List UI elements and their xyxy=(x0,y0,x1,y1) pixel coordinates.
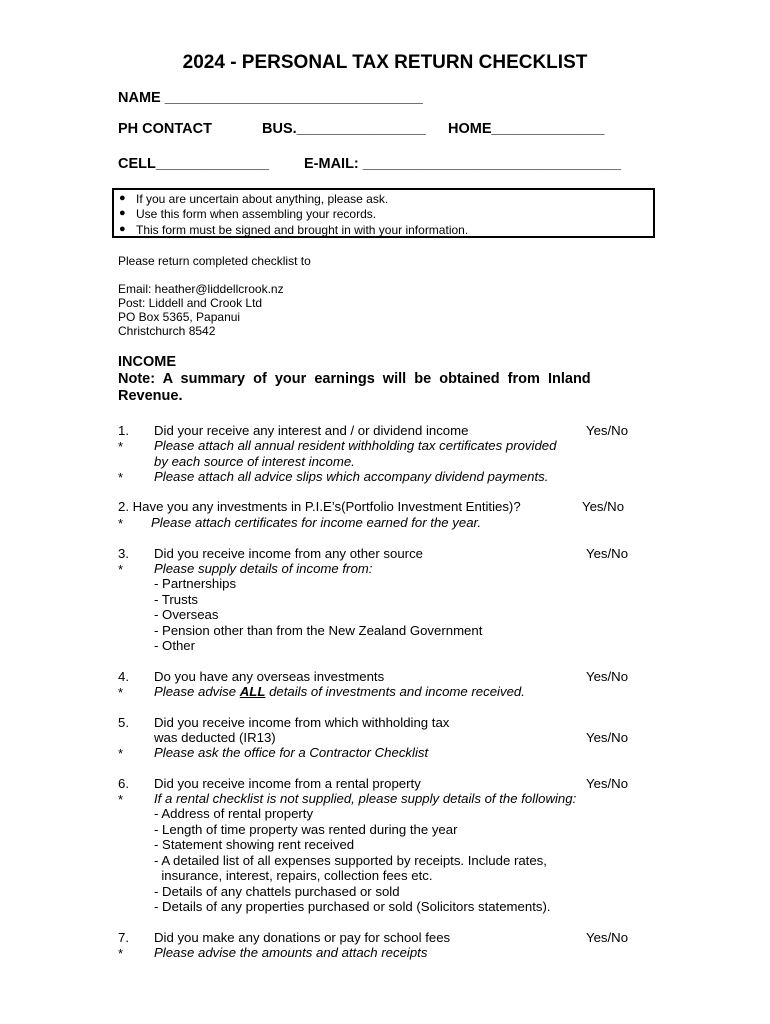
q5-number: 5. xyxy=(118,715,129,730)
q7-question: Did you make any donations or pay for school fees xyxy=(154,930,451,945)
ph-contact-label: PH CONTACT xyxy=(118,121,212,137)
income-note-cont: Revenue. xyxy=(118,388,183,404)
income-heading: INCOME xyxy=(118,354,176,370)
q2-question: 2. Have you any investments in P.I.E’s(Portfolio Investment Entities)? xyxy=(118,499,521,514)
q6-question: Did you receive income from a rental property xyxy=(154,776,421,791)
q1-yes-no[interactable]: Yes/No xyxy=(586,423,629,438)
bullet-icon: ● xyxy=(119,207,126,219)
contact-city: Christchurch 8542 xyxy=(118,324,216,338)
contact-post: Post: Liddell and Crook Ltd xyxy=(118,296,263,310)
return-intro: Please return completed checklist to xyxy=(118,254,311,268)
asterisk: * xyxy=(118,562,124,577)
q7-yes-no[interactable]: Yes/No xyxy=(586,930,629,945)
q7-number: 7. xyxy=(118,930,129,945)
page-title: 2024 - PERSONAL TAX RETURN CHECKLIST xyxy=(182,52,588,73)
income-note: Note: A summary of your earnings will be obtained from Inland xyxy=(118,371,591,387)
q3-yes-no[interactable]: Yes/No xyxy=(586,546,629,561)
asterisk: * xyxy=(118,439,124,454)
q5-question-cont: was deducted (IR13) xyxy=(154,730,276,745)
q6-instruction: If a rental checklist is not supplied, please supply details of the following: xyxy=(154,791,577,806)
q1-question: Did your receive any interest and / or dividend income xyxy=(154,423,469,438)
asterisk: * xyxy=(118,746,124,761)
list-item: - Details of any properties purchased or sold (Solicitors statements). xyxy=(154,899,551,914)
q4-yes-no[interactable]: Yes/No xyxy=(586,669,629,684)
asterisk: * xyxy=(118,516,124,531)
q6-yes-no[interactable]: Yes/No xyxy=(586,776,629,791)
contact-email: Email: heather@liddellcrook.nz xyxy=(118,282,284,296)
instructions-box: ● If you are uncertain about anything, please ask. ● Use this form when assembling your records. ● This form must be signed and brought in with your information. xyxy=(112,188,655,238)
q3-number: 3. xyxy=(118,546,129,561)
asterisk: * xyxy=(118,685,124,700)
name-field[interactable]: NAME ________________________________ xyxy=(118,90,423,106)
q1-instruction-2: Please attach all advice slips which accompany dividend payments. xyxy=(154,469,549,484)
q1-number: 1. xyxy=(118,423,129,438)
email-field[interactable]: E-MAIL: ________________________________ xyxy=(304,156,621,172)
list-item: - Trusts xyxy=(154,592,198,607)
q4-question: Do you have any overseas investments xyxy=(154,669,385,684)
bus-phone-field[interactable]: BUS.________________ xyxy=(262,121,426,137)
asterisk: * xyxy=(118,792,124,807)
q3-instruction: Please supply details of income from: xyxy=(154,561,373,576)
q7-instruction: Please advise the amounts and attach receipts xyxy=(154,945,428,960)
bullet-icon: ● xyxy=(119,192,126,204)
q4-number: 4. xyxy=(118,669,129,684)
q1-instruction: Please attach all annual resident withholding tax certificates provided xyxy=(154,438,557,453)
q3-question: Did you receive income from any other source xyxy=(154,546,423,561)
list-item: - A detailed list of all expenses supported by receipts. Include rates, xyxy=(154,853,547,868)
cell-phone-field[interactable]: CELL______________ xyxy=(118,156,269,172)
bullet-icon: ● xyxy=(119,223,126,235)
contact-po-box: PO Box 5365, Papanui xyxy=(118,310,241,324)
q4-instruction: Please advise ALL details of investments and income received. xyxy=(154,684,525,699)
list-item: - Overseas xyxy=(154,607,219,622)
q1-instruction-cont: by each source of interest income. xyxy=(154,454,355,469)
q5-yes-no[interactable]: Yes/No xyxy=(586,730,629,745)
list-item: - Address of rental property xyxy=(154,806,314,821)
q2-instruction: Please attach certificates for income earned for the year. xyxy=(151,515,482,530)
list-item: insurance, interest, repairs, collection fees etc. xyxy=(154,868,433,883)
asterisk: * xyxy=(118,946,124,961)
q6-number: 6. xyxy=(118,776,129,791)
list-item: - Pension other than from the New Zealand Government xyxy=(154,623,483,638)
list-item: - Length of time property was rented during the year xyxy=(154,822,458,837)
home-phone-field[interactable]: HOME______________ xyxy=(448,121,605,137)
q5-question: Did you receive income from which withholding tax xyxy=(154,715,450,730)
asterisk: * xyxy=(118,470,124,485)
list-item: - Statement showing rent received xyxy=(154,837,355,852)
q2-yes-no[interactable]: Yes/No xyxy=(582,499,625,514)
list-item: - Partnerships xyxy=(154,576,237,591)
list-item: - Other xyxy=(154,638,196,653)
q5-instruction: Please ask the office for a Contractor Checklist xyxy=(154,745,429,760)
list-item: - Details of any chattels purchased or sold xyxy=(154,884,400,899)
